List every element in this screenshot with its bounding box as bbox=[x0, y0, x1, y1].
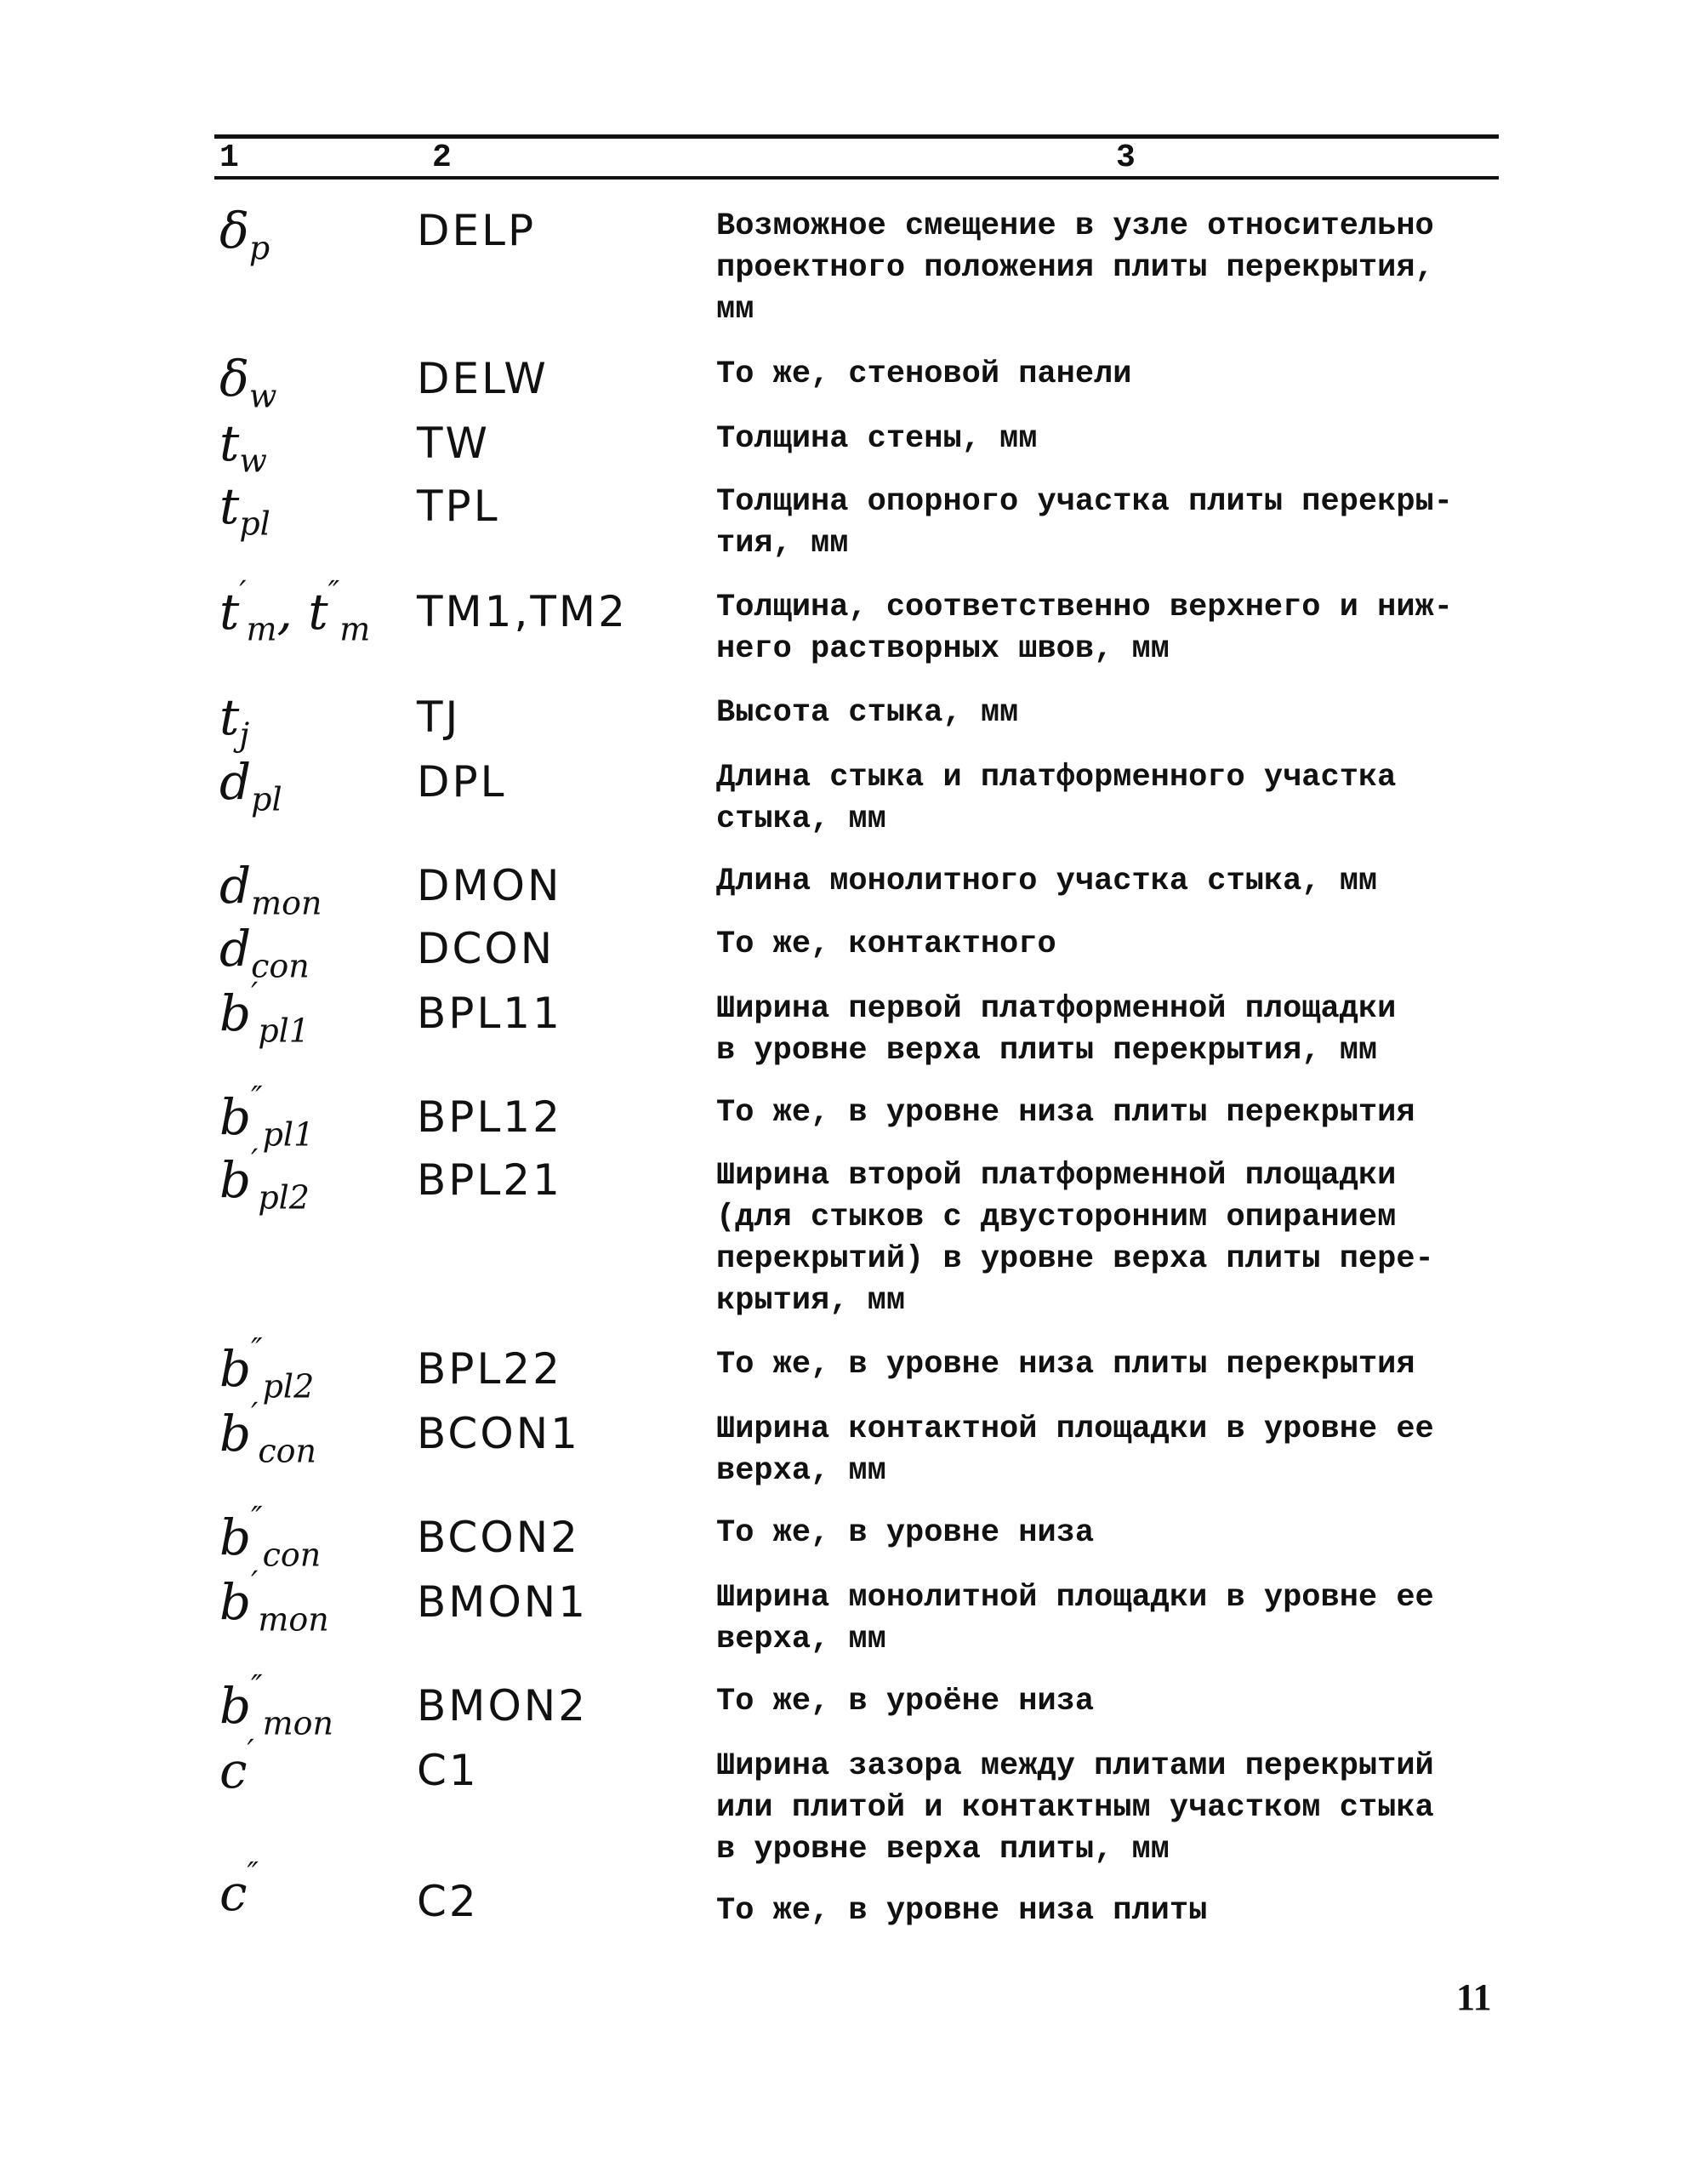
description: Длина стыка и платформенного участка стыка, мм bbox=[716, 760, 1397, 837]
code: TM1,TM2 bbox=[417, 587, 628, 636]
description: То же, в уроёне низа bbox=[716, 1684, 1095, 1719]
code: DMON bbox=[417, 861, 562, 910]
code: BMON2 bbox=[417, 1681, 589, 1731]
code: BCON1 bbox=[417, 1409, 580, 1458]
code: C2 bbox=[417, 1877, 479, 1926]
symbol: c′ bbox=[219, 1734, 254, 1799]
description: То же, в уровне низа плиты перекрытия bbox=[716, 1095, 1415, 1131]
description: Высота стыка, мм bbox=[716, 695, 1019, 731]
description: Ширина зазора между плитами перекрытий или плитой и контактным участком стыка в уровне верха плиты, мм bbox=[716, 1748, 1434, 1867]
code: BCON2 bbox=[417, 1513, 580, 1562]
symbol: $b''_{con}$ bbox=[219, 1501, 322, 1574]
description: Толщина опорного участка плиты перекры- тия, мм bbox=[716, 484, 1453, 562]
code: TW bbox=[417, 419, 490, 468]
description: Длина монолитного участка стыка, мм bbox=[716, 864, 1378, 899]
symbol: $t_w$ bbox=[219, 414, 267, 480]
code: TPL bbox=[417, 482, 500, 531]
table-top-rule bbox=[214, 134, 1499, 139]
column-header-1: 1 bbox=[219, 140, 239, 176]
description: Толщина стены, мм bbox=[716, 421, 1038, 457]
code: DCON bbox=[417, 924, 555, 973]
description: Возможное смещение в узле относительно проектного положения плиты перекрытия, мм bbox=[716, 208, 1434, 328]
symbol: $b'_{pl1}$ bbox=[219, 977, 310, 1050]
symbol: c″ bbox=[219, 1856, 259, 1922]
symbol: $t'_m$, $t''_m$ bbox=[219, 575, 371, 648]
code: TJ bbox=[417, 693, 461, 742]
symbol: $d_{con}$ bbox=[219, 920, 310, 985]
symbol: $\delta_p$ bbox=[219, 202, 270, 267]
code: DELW bbox=[417, 354, 549, 403]
description: То же, контактного bbox=[716, 927, 1056, 962]
symbol: $b'_{pl2}$ bbox=[219, 1143, 310, 1217]
code: DPL bbox=[417, 757, 507, 807]
description: Ширина второй платформенной площадки (для стыков с двусторонним опиранием перекрытий) в уровне верха плиты пере- крытия, мм bbox=[716, 1158, 1434, 1319]
page-number: 11 bbox=[1456, 1976, 1492, 2018]
description: То же, в уровне низа плиты перекрытия bbox=[716, 1347, 1415, 1383]
description: Ширина монолитной площадки в уровне ее верха, мм bbox=[716, 1580, 1434, 1657]
code: DELP bbox=[417, 206, 537, 255]
symbol: $\delta_w$ bbox=[219, 350, 277, 415]
symbol: $t_j$ bbox=[219, 688, 250, 754]
symbol: $d_{pl}$ bbox=[219, 753, 282, 818]
symbol: $b''_{pl2}$ bbox=[219, 1332, 315, 1406]
symbol: $b'_{mon}$ bbox=[219, 1565, 329, 1639]
column-header-2: 2 bbox=[432, 140, 452, 176]
code: BPL22 bbox=[417, 1344, 562, 1394]
symbol: $b'_{con}$ bbox=[219, 1397, 316, 1470]
symbol: $d_{mon}$ bbox=[219, 857, 322, 922]
description: То же, в уровне низа bbox=[716, 1515, 1095, 1551]
description: То же, в уровне низа плиты bbox=[716, 1893, 1208, 1929]
code: BPL11 bbox=[417, 989, 562, 1038]
description: Ширина контактной площадки в уровне ее верха, мм bbox=[716, 1411, 1434, 1489]
code: BMON1 bbox=[417, 1577, 589, 1627]
table-header-rule bbox=[214, 176, 1499, 180]
symbol: $b''_{mon}$ bbox=[219, 1669, 333, 1742]
symbol: $t_{pl}$ bbox=[219, 477, 270, 543]
code: BPL12 bbox=[417, 1092, 562, 1142]
description: То же, стеновой панели bbox=[716, 356, 1132, 392]
symbol: $b''_{pl1}$ bbox=[219, 1080, 315, 1154]
column-header-3: 3 bbox=[1116, 140, 1136, 176]
code: C1 bbox=[417, 1746, 479, 1795]
description: Толщина, соответственно верхнего и ниж- него растворных швов, мм bbox=[716, 590, 1453, 667]
code: BPL21 bbox=[417, 1155, 562, 1205]
description: Ширина первой платформенной площадки в уровне верха плиты перекрытия, мм bbox=[716, 991, 1397, 1069]
